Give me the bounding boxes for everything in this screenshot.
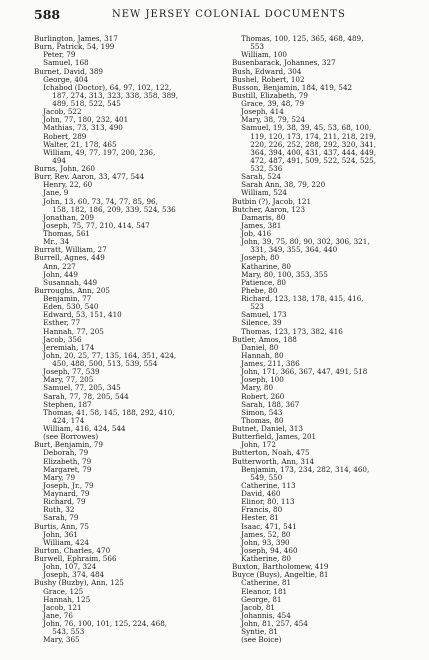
index-entry-line: George, 404: [34, 75, 89, 84]
index-entry-line: Hannah, 77, 205: [34, 327, 104, 336]
index-entry-line: John, 13, 60, 73, 74, 77, 85, 96,: [34, 197, 158, 206]
index-entry-line: Busson, Benjamin, 184, 419, 542: [232, 83, 353, 92]
index-entry-line: Bustill, Elizabeth, 79: [232, 91, 308, 100]
index-entry-line: Samuel, 173: [232, 311, 287, 320]
index-entry-line: Butterton, Noah, 475: [232, 449, 310, 458]
index-entry-line: Benjamin, 173, 234, 282, 314, 460,: [232, 465, 370, 474]
index-entry-line: 119, 120, 173, 174, 211, 218, 219,: [232, 132, 377, 141]
index-entry-line: John, 76, 100, 101, 125, 224, 468,: [34, 620, 168, 628]
index-entry-line: Hannah, 125: [34, 595, 91, 604]
index-entry-line: Samuel, 77, 205, 345: [34, 384, 121, 393]
index-entry-line: Bushel, Robert, 102: [232, 75, 305, 84]
index-entry-line: Sarah, 524: [232, 173, 281, 182]
index-entry-line: Patience, 80: [232, 278, 287, 287]
index-entry-line: Syntie, 81: [232, 628, 278, 637]
index-entry-line: 532, 536: [232, 165, 283, 173]
index-entry-line: Silence, 39: [232, 319, 282, 328]
index-entry-line: Butbin (?), Jacob, 121: [232, 197, 312, 206]
index-entry-line: 553: [232, 43, 264, 52]
index-entry-line: Jane, 9: [34, 189, 69, 198]
index-entry-line: Joseph, 100: [232, 376, 284, 385]
index-entry-line: Francis, 80: [232, 506, 283, 515]
index-entry-line: Burwell, Ephraim, 566: [34, 555, 117, 563]
index-entry-line: Susannah, 449: [34, 278, 98, 287]
index-entry-line: (see Boice): [232, 636, 282, 645]
index-entry-line: Katharine, 80: [232, 262, 291, 271]
index-entry-line: Elizabeth, 79: [34, 457, 92, 466]
index-entry-line: Joseph, 77, 539: [34, 368, 100, 377]
index-entry-line: Katherine, 80: [232, 555, 291, 563]
index-entry-line: Peter, 79: [34, 51, 76, 60]
index-entry-line: Mathias, 73, 313, 490: [34, 124, 123, 133]
index-entry-line: Esther, 77: [34, 319, 81, 328]
index-entry-line: Job, 416: [232, 230, 272, 238]
index-entry-line: Samuel, 19, 38, 39, 45, 53, 68, 100,: [232, 124, 372, 133]
index-entry-line: 543, 553: [34, 628, 85, 637]
index-entry-line: Robert, 260: [232, 392, 285, 401]
index-entry-line: Buxton, Bartholomew, 419: [232, 563, 329, 572]
index-entry-line: Jacob, 522: [34, 108, 82, 117]
index-entry-line: Butcher, Aaron, 123: [232, 205, 306, 214]
index-entry-line: Jacob, 121: [34, 603, 82, 612]
index-entry-line: Phebe, 80: [232, 286, 278, 295]
index-entry-line: John, 171, 366, 367, 447, 491, 518: [232, 368, 368, 377]
index-entry-line: Samuel, 168: [34, 59, 89, 68]
index-entry-line: John, 449: [34, 270, 78, 279]
index-entry-line: Burt, Benjamin, 79: [34, 441, 103, 450]
index-entry-line: Margaret, 79: [34, 465, 92, 474]
index-entry-line: Burratt, William, 27: [34, 246, 107, 255]
index-entry-line: Elinor, 80, 113: [232, 498, 295, 507]
index-entry-line: John, 361: [34, 530, 78, 539]
index-entry-line: David, 460: [232, 490, 281, 498]
index-column-left: [34, 35, 222, 644]
index-entry-line: James, 211, 386: [232, 360, 300, 368]
index-entry-line: Thomas, 100, 125, 365, 468, 489,: [232, 35, 364, 43]
index-entry-line: Mr., 34: [34, 238, 70, 247]
index-entry-line: Ichabod (Doctor), 64, 97, 102, 122,: [34, 83, 172, 92]
index-entry-line: Busenbarack, Johannes, 327: [232, 59, 336, 68]
index-entry-line: John, 93, 390: [232, 538, 290, 547]
index-entry-line: 549, 550: [232, 473, 283, 482]
index-entry-line: Butterworth, Ann, 314: [232, 457, 315, 466]
index-entry-line: John, 20, 25, 77, 135, 164, 351, 424,: [34, 351, 177, 360]
index-entry-line: Grace, 125: [34, 587, 84, 596]
index-entry-line: Edward, 53, 151, 410: [34, 311, 122, 320]
index-entry-line: John, 81, 257, 454: [232, 620, 308, 628]
index-entry-line: Mary, 38, 79, 524: [232, 116, 306, 125]
index-entry-line: Thomas, 123, 173, 382, 416: [232, 327, 343, 336]
index-entry-line: Joseph, 414: [232, 108, 284, 117]
index-entry-line: Simon, 543: [232, 408, 283, 417]
index-entry-line: Isaac, 471, 541: [232, 522, 297, 531]
index-entry-line: Richard, 79: [34, 498, 86, 507]
index-entry-line: James, 52, 80: [232, 530, 291, 539]
index-entry-line: 494: [34, 156, 66, 165]
index-entry-line: Mary, 365: [34, 636, 80, 645]
index-entry-line: Burroughs, Ann, 205: [34, 286, 110, 295]
index-entry-line: Eden, 530, 540: [34, 303, 99, 312]
index-entry-line: Thomas, 80: [232, 416, 284, 425]
index-entry-line: Bushy (Buzby), Ann, 125: [34, 579, 124, 588]
index-entry-line: Jacob, 81: [232, 603, 275, 612]
index-entry-line: Sarah, 79: [34, 514, 79, 523]
index-entry-line: Bush, Edward, 304: [232, 67, 302, 76]
index-entry-line: Hester, 81: [232, 514, 279, 523]
index-entry-line: Mary, 77, 205: [34, 376, 94, 385]
index-entry-line: Henry, 22, 60: [34, 181, 93, 190]
index-entry-line: Damaris, 80: [232, 213, 286, 222]
index-entry-line: John, 107, 324: [34, 563, 97, 572]
index-entry-line: 523: [232, 303, 264, 312]
index-entry-line: Ruth, 32: [34, 506, 75, 515]
index-entry-line: Daniel, 80: [232, 343, 279, 352]
index-entry-line: Mary, 80: [232, 384, 274, 393]
index-entry-line: Joseph, 374, 484: [34, 571, 105, 580]
index-entry-line: Burton, Charles, 470: [34, 546, 111, 555]
index-entry-line: William, 524: [232, 189, 287, 198]
index-entry-line: Deborah, 79: [34, 449, 89, 458]
index-entry-line: Joseph, 80: [232, 254, 280, 263]
index-entry-line: Grace, 39, 48, 79: [232, 100, 305, 108]
index-entry-line: 187, 274, 313, 323, 338, 358, 389,: [34, 91, 179, 100]
index-entry-line: Ann, 227: [34, 262, 76, 271]
index-entry-line: Sarah Ann, 38, 79, 220: [232, 181, 326, 190]
index-entry-line: John, 39, 75, 80, 90, 302, 306, 321,: [232, 238, 370, 247]
index-entry-line: George, 81: [232, 595, 282, 604]
index-entry-line: Mary, 80, 100, 353, 355: [232, 270, 328, 279]
index-entry-line: Burtis, Ann, 75: [34, 522, 89, 531]
page-number: 588: [34, 7, 61, 22]
running-title: NEW JERSEY COLONIAL DOCUMENTS: [112, 9, 346, 20]
index-entry-line: William, 416, 424, 544: [34, 425, 126, 433]
index-entry-line: Thomas, 561: [34, 230, 90, 238]
index-entry-line: Jacob, 356: [34, 335, 82, 344]
index-entry-line: Burnet, David, 389: [34, 67, 103, 76]
index-entry-line: Burr, Rev. Aaron, 33, 477, 544: [34, 173, 145, 182]
index-entry-line: Walter, 21, 178, 465: [34, 140, 117, 149]
index-entry-line: Butterfield, James, 201: [232, 433, 317, 442]
index-entry-line: John, 77, 180, 232, 401: [34, 116, 129, 125]
index-entry-line: Jonathan, 209: [34, 213, 94, 222]
index-entry-line: Buyce (Buys), Angeltie, 81: [232, 571, 329, 580]
index-entry-line: Joseph, Jr., 79: [34, 481, 94, 490]
index-entry-line: Joseph, 75, 77, 210, 414, 547: [34, 221, 150, 230]
index-entry-line: Thomas, 41, 58, 145, 188, 292, 410,: [34, 408, 175, 417]
index-entry-line: Mary, 79: [34, 473, 76, 482]
index-entry-line: 472, 487, 491, 509, 522, 524, 525,: [232, 156, 377, 165]
index-entry-line: Maynard, 79: [34, 490, 90, 498]
index-column-right: [232, 35, 426, 644]
index-entry-line: Catherine, 113: [232, 481, 296, 490]
index-entry-line: John, 172: [232, 441, 276, 450]
index-entry-line: Sarah, 188, 367: [232, 400, 300, 409]
index-entry-line: Johannis, 454: [232, 611, 291, 620]
index-entry-line: 489, 518, 522, 545: [34, 100, 121, 108]
index-entry-line: Sarah, 77, 78, 205, 544: [34, 392, 129, 401]
index-entry-line: Catherine, 81: [232, 579, 292, 588]
index-entry-line: Robert, 289: [34, 132, 87, 141]
index-entry-line: Hannah, 80: [232, 351, 284, 360]
index-entry-line: Burlington, James, 317: [34, 35, 118, 43]
index-entry-line: 220, 226, 252, 288, 292, 320, 341,: [232, 140, 377, 149]
index-entry-line: William, 100: [232, 51, 287, 60]
index-entry-line: 364, 394, 400, 431, 437, 444, 449,: [232, 148, 377, 157]
index-entry-line: Burn, Patrick, 54, 199: [34, 43, 115, 52]
index-entry-line: James, 381: [232, 221, 282, 230]
index-entry-line: 450, 488, 500, 513, 539, 554: [34, 360, 158, 368]
index-entry-line: Butnet, Daniel, 313: [232, 425, 303, 433]
index-entry-line: Joseph, 94, 460: [232, 546, 298, 555]
index-entry-line: William, 49, 77, 197, 200, 236,: [34, 148, 156, 157]
index-entry-line: Burrell, Agnes, 449: [34, 254, 105, 263]
index-entry-line: 331, 349, 355, 364, 440: [232, 246, 338, 255]
index-entry-line: Butler, Amos, 188: [232, 335, 297, 344]
index-entry-line: 424, 174: [34, 416, 85, 425]
index-entry-line: Eleanor, 181: [232, 587, 288, 596]
index-entry-line: Stephen, 187: [34, 400, 92, 409]
index-entry-line: Jeremiah, 174: [34, 343, 95, 352]
index-entry-line: (see Borrowes): [34, 433, 99, 442]
index-entry-line: Richard, 123, 138, 178, 415, 416,: [232, 295, 364, 303]
index-entry-line: Jane, 76: [34, 611, 73, 620]
index-entry-line: 158, 182, 186, 209, 339, 524, 536: [34, 205, 176, 214]
page-header: [34, 7, 409, 27]
index-entry-line: Burns, John, 260: [34, 165, 95, 173]
index-entry-line: Benjamin, 77: [34, 295, 92, 303]
index-entry-line: William, 424: [34, 538, 89, 547]
